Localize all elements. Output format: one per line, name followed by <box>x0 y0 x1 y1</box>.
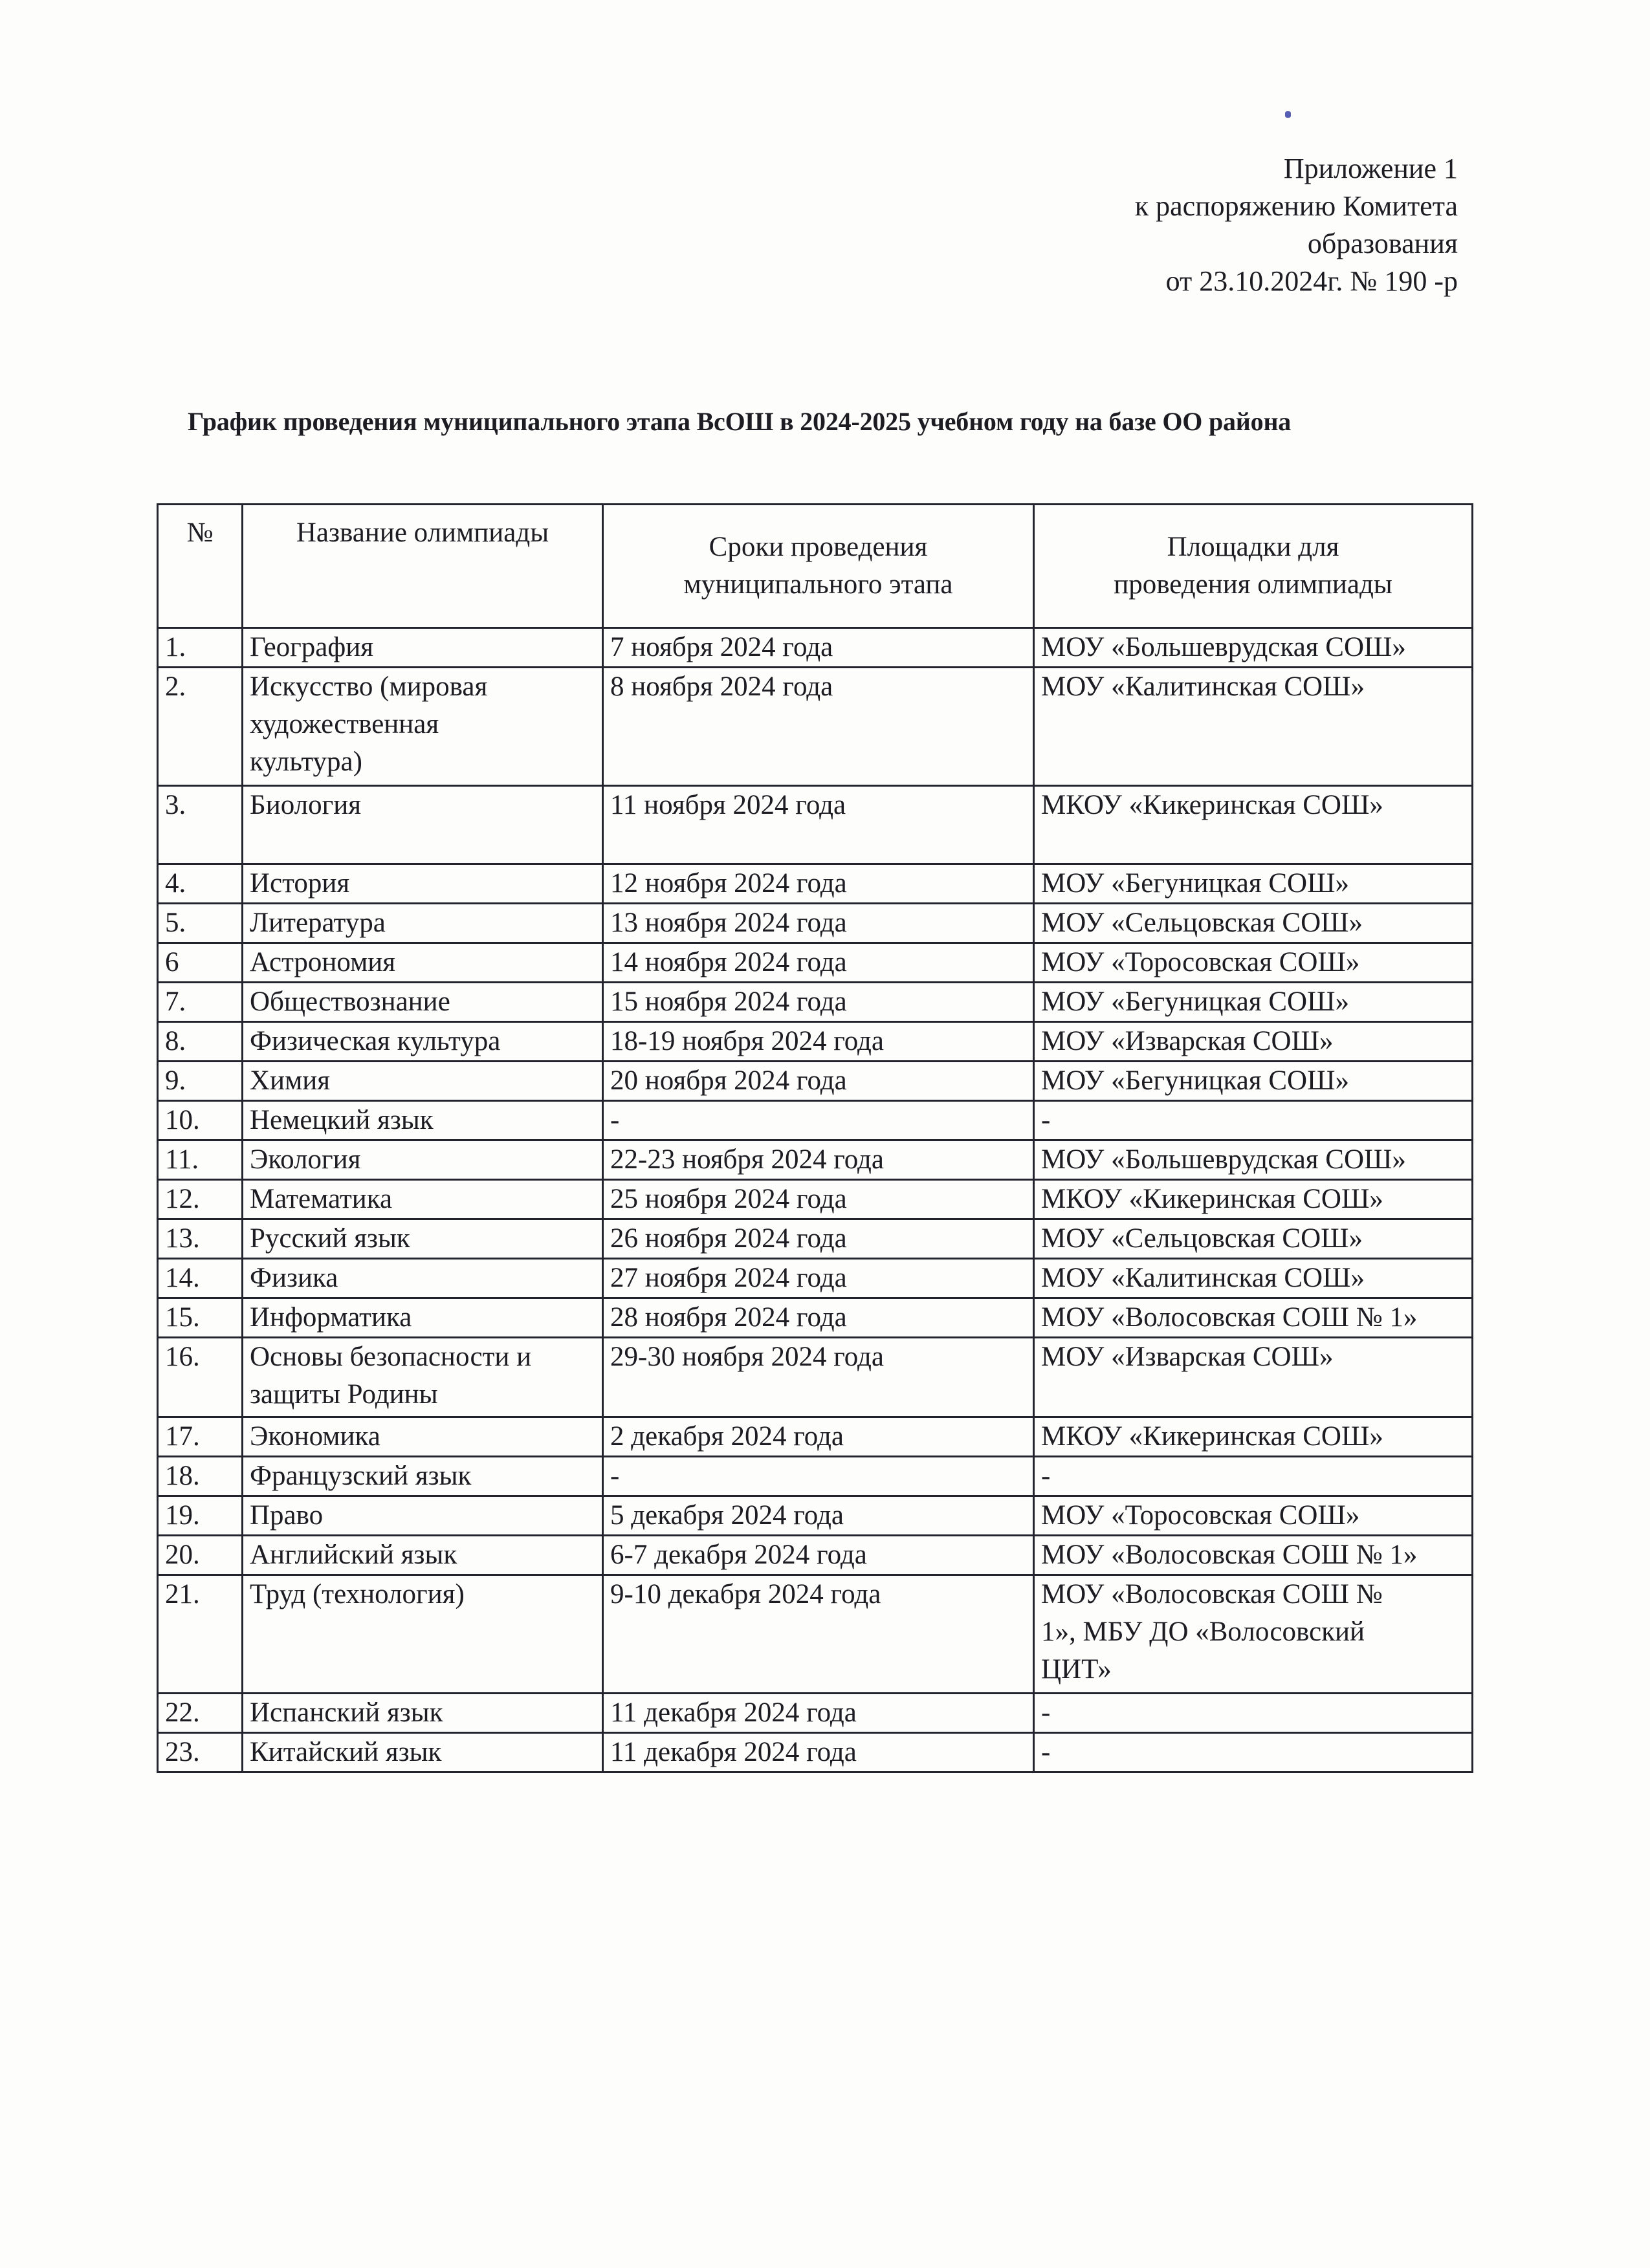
row-number-cell-text: 23. <box>165 1737 200 1767</box>
olympiad-name-cell <box>243 864 603 904</box>
venue-cell <box>1034 1457 1473 1496</box>
venue-cell-text: МКОУ «Кикеринская СОШ» <box>1041 1184 1383 1214</box>
table-row <box>158 1062 1473 1101</box>
dates-cell <box>603 1694 1034 1733</box>
dates-cell <box>603 628 1034 668</box>
dates-cell <box>603 1062 1034 1101</box>
table-row <box>158 1496 1473 1536</box>
header-number <box>158 505 243 628</box>
olympiad-name-cell <box>243 1536 603 1575</box>
dates-cell <box>603 668 1034 786</box>
olympiad-name-cell-text: Экономика <box>250 1421 380 1452</box>
olympiad-name-cell-text: Основы безопасности и защиты Родины <box>250 1342 532 1410</box>
row-number-cell <box>158 628 243 668</box>
dates-cell-text: 12 ноября 2024 года <box>610 868 847 899</box>
dates-cell-text: 11 декабря 2024 года <box>610 1737 857 1767</box>
table-row <box>158 943 1473 983</box>
venue-cell-text: - <box>1041 1737 1051 1767</box>
olympiad-name-cell <box>243 1022 603 1062</box>
venue-cell <box>1034 943 1473 983</box>
appendix-committee: образования <box>1307 228 1458 259</box>
row-number-cell <box>158 1140 243 1180</box>
olympiad-name-cell <box>243 1694 603 1733</box>
venue-cell <box>1034 1298 1473 1338</box>
table-row <box>158 1298 1473 1338</box>
row-number-cell <box>158 668 243 786</box>
table-row <box>158 1694 1473 1733</box>
venue-cell-text: МОУ «Волосовская СОШ № 1» <box>1041 1540 1418 1570</box>
dates-cell-text: 26 ноября 2024 года <box>610 1223 847 1254</box>
venue-cell-text: МОУ «Большеврудская СОШ» <box>1041 1144 1406 1175</box>
row-number-cell-text: 4. <box>165 868 186 899</box>
row-number-cell-text: 10. <box>165 1105 200 1135</box>
row-number-cell-text: 2. <box>165 671 186 702</box>
olympiad-name-cell-text: Обществознание <box>250 987 450 1017</box>
olympiad-name-cell-text: Информатика <box>250 1302 412 1333</box>
table-row <box>158 1140 1473 1180</box>
dates-cell-text: 18-19 ноября 2024 года <box>610 1026 884 1056</box>
venue-cell-text: МОУ «Изварская СОШ» <box>1041 1342 1334 1372</box>
olympiad-name-cell <box>243 943 603 983</box>
olympiad-name-cell <box>243 1219 603 1259</box>
olympiad-name-cell-text: Математика <box>250 1184 393 1214</box>
table-row <box>158 1259 1473 1298</box>
dates-cell-text: 9-10 декабря 2024 года <box>610 1579 881 1609</box>
venue-cell <box>1034 904 1473 943</box>
appendix-label: Приложение 1 <box>1283 153 1458 184</box>
olympiad-name-cell-text: Физическая культура <box>250 1026 501 1056</box>
venue-cell <box>1034 1496 1473 1536</box>
olympiad-name-cell <box>243 1259 603 1298</box>
row-number-cell-text: 5. <box>165 908 186 938</box>
row-number-cell <box>158 1101 243 1140</box>
venue-cell-text: - <box>1041 1697 1051 1728</box>
olympiad-name-cell-text: Литература <box>250 908 386 938</box>
dates-cell <box>603 1496 1034 1536</box>
table-row <box>158 1733 1473 1772</box>
olympiad-name-cell-text: Китайский язык <box>250 1737 442 1767</box>
dates-cell <box>603 983 1034 1022</box>
table-row <box>158 904 1473 943</box>
header-dates <box>603 505 1034 628</box>
header-venues-label: Площадки для проведения олимпиады <box>1114 532 1392 600</box>
olympiad-name-cell-text: История <box>250 868 350 899</box>
appendix-date-number: от 23.10.2024г. № 190 -р <box>1165 265 1458 297</box>
row-number-cell <box>158 1259 243 1298</box>
row-number-cell <box>158 904 243 943</box>
table-row <box>158 1417 1473 1457</box>
olympiad-name-cell <box>243 1298 603 1338</box>
dates-cell-text: - <box>610 1461 620 1491</box>
venue-cell <box>1034 628 1473 668</box>
olympiad-name-cell-text: Экология <box>250 1144 361 1175</box>
venue-cell-text: МОУ «Калитинская СОШ» <box>1041 671 1365 702</box>
dates-cell <box>603 1219 1034 1259</box>
dates-cell-text: 29-30 ноября 2024 года <box>610 1342 884 1372</box>
dates-cell <box>603 1536 1034 1575</box>
dates-cell <box>603 1298 1034 1338</box>
venue-cell-text: МОУ «Волосовская СОШ № 1», МБУ ДО «Волосовский ЦИТ» <box>1041 1579 1383 1685</box>
dates-cell <box>603 1101 1034 1140</box>
header-olympiad-name <box>243 505 603 628</box>
olympiad-name-cell-text: География <box>250 632 374 662</box>
dates-cell-text: 14 ноября 2024 года <box>610 947 847 977</box>
dates-cell-text: 6-7 декабря 2024 года <box>610 1540 867 1570</box>
table-row <box>158 864 1473 904</box>
appendix-order-ref: к распоряжению Комитета <box>1134 190 1458 222</box>
venue-cell-text: МКОУ «Кикеринская СОШ» <box>1041 1421 1383 1452</box>
table-row <box>158 786 1473 864</box>
dates-cell-text: 7 ноября 2024 года <box>610 632 833 662</box>
venue-cell-text: МОУ «Волосовская СОШ № 1» <box>1041 1302 1418 1333</box>
row-number-cell-text: 21. <box>165 1579 200 1609</box>
venue-cell-text: МОУ «Сельцовская СОШ» <box>1041 1223 1363 1254</box>
venue-cell <box>1034 1219 1473 1259</box>
row-number-cell <box>158 1417 243 1457</box>
appendix-header <box>1135 150 1458 300</box>
row-number-cell <box>158 983 243 1022</box>
row-number-cell-text: 18. <box>165 1461 200 1491</box>
olympiad-name-cell <box>243 1417 603 1457</box>
olympiad-name-cell <box>243 1101 603 1140</box>
row-number-cell <box>158 1457 243 1496</box>
olympiad-name-cell <box>243 786 603 864</box>
dates-cell-text: - <box>610 1105 620 1135</box>
dates-cell-text: 15 ноября 2024 года <box>610 987 847 1017</box>
venue-cell <box>1034 1259 1473 1298</box>
row-number-cell <box>158 1298 243 1338</box>
venue-cell <box>1034 1733 1473 1772</box>
dates-cell <box>603 786 1034 864</box>
venue-cell-text: - <box>1041 1461 1051 1491</box>
venue-cell-text: МОУ «Калитинская СОШ» <box>1041 1263 1365 1293</box>
row-number-cell <box>158 786 243 864</box>
dates-cell <box>603 1259 1034 1298</box>
dates-cell <box>603 1457 1034 1496</box>
venue-cell-text: - <box>1041 1105 1051 1135</box>
venue-cell-text: МОУ «Торосовская СОШ» <box>1041 947 1360 977</box>
dates-cell <box>603 1140 1034 1180</box>
table-row <box>158 1575 1473 1694</box>
venue-cell <box>1034 668 1473 786</box>
venue-cell <box>1034 983 1473 1022</box>
row-number-cell <box>158 1496 243 1536</box>
olympiad-name-cell-text: Биология <box>250 790 362 820</box>
row-number-cell <box>158 1694 243 1733</box>
venue-cell-text: МОУ «Бегуницкая СОШ» <box>1041 1065 1349 1096</box>
dates-cell <box>603 1575 1034 1694</box>
dates-cell <box>603 1180 1034 1219</box>
olympiad-name-cell <box>243 1733 603 1772</box>
row-number-cell-text: 14. <box>165 1263 200 1293</box>
table-row <box>158 1536 1473 1575</box>
olympiad-name-cell-text: Немецкий язык <box>250 1105 434 1135</box>
table-body <box>158 628 1473 1772</box>
table-row <box>158 628 1473 668</box>
olympiad-name-cell-text: Французский язык <box>250 1461 472 1491</box>
venue-cell-text: МОУ «Бегуницкая СОШ» <box>1041 868 1349 899</box>
venue-cell <box>1034 1101 1473 1140</box>
olympiad-name-cell <box>243 1062 603 1101</box>
olympiad-name-cell-text: Право <box>250 1500 324 1531</box>
olympiad-name-cell <box>243 628 603 668</box>
header-dates-label: Сроки проведения муниципального этапа <box>683 532 953 600</box>
table-row <box>158 1022 1473 1062</box>
olympiad-name-cell-text: Русский язык <box>250 1223 410 1254</box>
dates-cell-text: 27 ноября 2024 года <box>610 1263 847 1293</box>
row-number-cell-text: 1. <box>165 632 186 662</box>
olympiad-name-cell-text: Астрономия <box>250 947 396 977</box>
dates-cell <box>603 1022 1034 1062</box>
table-row <box>158 668 1473 786</box>
row-number-cell-text: 7. <box>165 987 186 1017</box>
olympiad-name-cell <box>243 904 603 943</box>
olympiad-schedule-table <box>157 503 1473 1773</box>
dates-cell <box>603 864 1034 904</box>
row-number-cell <box>158 1338 243 1417</box>
row-number-cell <box>158 1022 243 1062</box>
row-number-cell-text: 20. <box>165 1540 200 1570</box>
olympiad-name-cell-text: Труд (технология) <box>250 1579 465 1609</box>
olympiad-name-cell-text: Испанский язык <box>250 1697 443 1728</box>
row-number-cell-text: 17. <box>165 1421 200 1452</box>
venue-cell <box>1034 786 1473 864</box>
header-venues <box>1034 505 1473 628</box>
dates-cell-text: 11 декабря 2024 года <box>610 1697 857 1728</box>
olympiad-name-cell <box>243 668 603 786</box>
dates-cell-text: 5 декабря 2024 года <box>610 1500 844 1531</box>
olympiad-name-cell-text: Искусство (мировая художественная культура) <box>250 671 488 777</box>
venue-cell-text: МОУ «Большеврудская СОШ» <box>1041 632 1406 662</box>
venue-cell <box>1034 1140 1473 1180</box>
table-row <box>158 1338 1473 1417</box>
dates-cell-text: 13 ноября 2024 года <box>610 908 847 938</box>
dates-cell-text: 25 ноября 2024 года <box>610 1184 847 1214</box>
table-row <box>158 1180 1473 1219</box>
olympiad-name-cell-text: Физика <box>250 1263 338 1293</box>
row-number-cell <box>158 864 243 904</box>
row-number-cell-text: 15. <box>165 1302 200 1333</box>
table-row <box>158 1457 1473 1496</box>
dates-cell-text: 2 декабря 2024 года <box>610 1421 844 1452</box>
table-row <box>158 1219 1473 1259</box>
dates-cell-text: 28 ноября 2024 года <box>610 1302 847 1333</box>
row-number-cell-text: 9. <box>165 1065 186 1096</box>
venue-cell <box>1034 864 1473 904</box>
olympiad-name-cell-text: Английский язык <box>250 1540 457 1570</box>
row-number-cell <box>158 1062 243 1101</box>
scan-ink-speck <box>1285 111 1291 118</box>
venue-cell <box>1034 1694 1473 1733</box>
dates-cell <box>603 1417 1034 1457</box>
venue-cell-text: МОУ «Сельцовская СОШ» <box>1041 908 1363 938</box>
olympiad-name-cell <box>243 1338 603 1417</box>
olympiad-name-cell-text: Химия <box>250 1065 331 1096</box>
row-number-cell <box>158 1733 243 1772</box>
row-number-cell <box>158 1180 243 1219</box>
row-number-cell <box>158 1575 243 1694</box>
dates-cell-text: 8 ноября 2024 года <box>610 671 833 702</box>
dates-cell <box>603 943 1034 983</box>
dates-cell <box>603 904 1034 943</box>
dates-cell <box>603 1733 1034 1772</box>
venue-cell-text: МОУ «Торосовская СОШ» <box>1041 1500 1360 1531</box>
header-number-label: № <box>186 518 214 548</box>
olympiad-name-cell <box>243 1496 603 1536</box>
venue-cell <box>1034 1338 1473 1417</box>
venue-cell <box>1034 1062 1473 1101</box>
dates-cell-text: 22-23 ноября 2024 года <box>610 1144 884 1175</box>
olympiad-name-cell <box>243 1140 603 1180</box>
row-number-cell-text: 13. <box>165 1223 200 1254</box>
row-number-cell-text: 8. <box>165 1026 186 1056</box>
row-number-cell-text: 12. <box>165 1184 200 1214</box>
olympiad-name-cell <box>243 1575 603 1694</box>
venue-cell <box>1034 1536 1473 1575</box>
row-number-cell-text: 19. <box>165 1500 200 1531</box>
document-title: График проведения муниципального этапа ВсОШ в 2024-2025 учебном году на базе ОО района <box>188 407 1292 436</box>
dates-cell-text: 11 ноября 2024 года <box>610 790 846 820</box>
venue-cell-text: МКОУ «Кикеринская СОШ» <box>1041 790 1383 820</box>
row-number-cell-text: 11. <box>165 1144 199 1175</box>
row-number-cell <box>158 1536 243 1575</box>
venue-cell-text: МОУ «Изварская СОШ» <box>1041 1026 1334 1056</box>
row-number-cell <box>158 1219 243 1259</box>
row-number-cell-text: 3. <box>165 790 186 820</box>
dates-cell <box>603 1338 1034 1417</box>
dates-cell-text: 20 ноября 2024 года <box>610 1065 847 1096</box>
table-row <box>158 1101 1473 1140</box>
row-number-cell-text: 16. <box>165 1342 200 1372</box>
venue-cell <box>1034 1575 1473 1694</box>
table-row <box>158 983 1473 1022</box>
row-number-cell-text: 6 <box>165 947 179 977</box>
row-number-cell <box>158 943 243 983</box>
olympiad-name-cell <box>243 1180 603 1219</box>
header-olympiad-name-label: Название олимпиады <box>296 518 549 548</box>
venue-cell <box>1034 1417 1473 1457</box>
table-header-row <box>158 505 1473 628</box>
venue-cell <box>1034 1022 1473 1062</box>
row-number-cell-text: 22. <box>165 1697 200 1728</box>
venue-cell-text: МОУ «Бегуницкая СОШ» <box>1041 987 1349 1017</box>
venue-cell <box>1034 1180 1473 1219</box>
olympiad-name-cell <box>243 1457 603 1496</box>
olympiad-name-cell <box>243 983 603 1022</box>
